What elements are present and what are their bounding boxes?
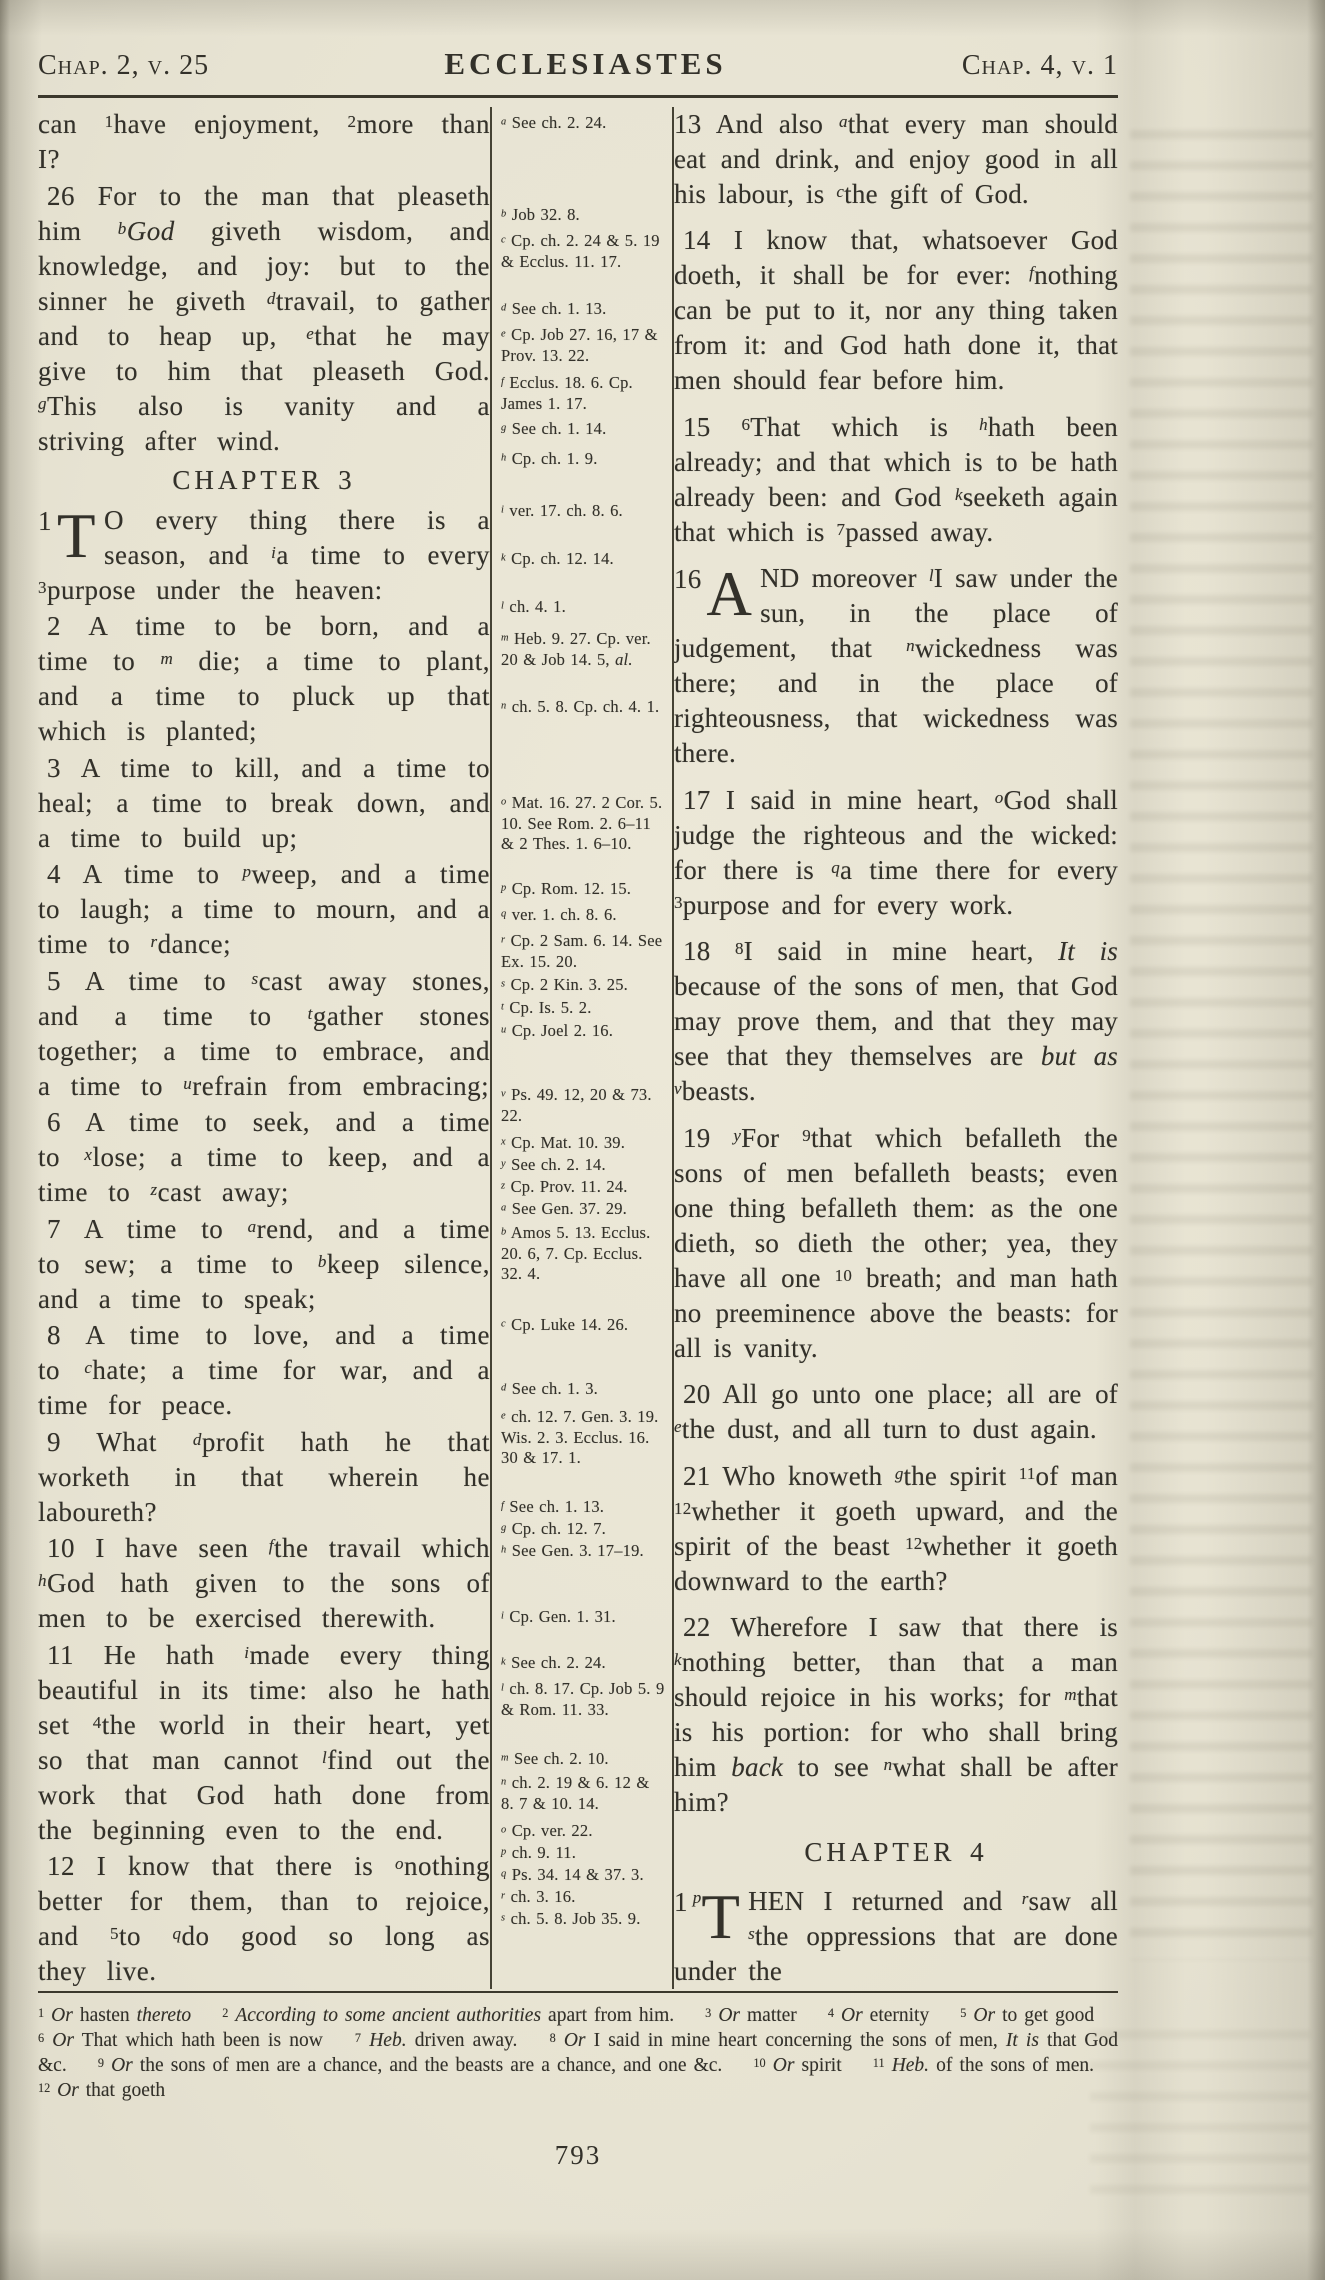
margin-note: $^d$ See ch. 1. 3. xyxy=(501,1379,598,1398)
verse-paragraph xyxy=(38,500,490,608)
margin-note: $^c$ Cp. ch. 2. 24 & 5. 19 & Ecclus. 11. 17. xyxy=(501,231,660,271)
verse-paragraph: 9 What $^d$profit hath he that worketh in that wherein he laboureth? xyxy=(38,1426,490,1527)
footnote: $^1$ Or hasten thereto xyxy=(38,2005,192,2026)
verse-paragraph: 11 He hath $^i$made every thing beautiful in its time: also he hath set $^4$the world in their heart, yet so that man cannot $^l$find out the work that God hath done from the beginning even to the end. xyxy=(38,1639,490,1845)
margin-note: $^m$ Heb. 9. 27. Cp. ver. 20 & Job 14. 5, al. xyxy=(501,629,651,669)
margin-note: $^c$ Cp. Luke 14. 26. xyxy=(501,1315,629,1334)
margin-note: $^a$ See ch. 2. 24. xyxy=(501,113,607,132)
verse-paragraph: 8 A time to love, and a time to $^c$hate; a time for war, and a time for peace. xyxy=(38,1320,490,1420)
verse-paragraph xyxy=(674,1881,1118,1989)
dropcap xyxy=(38,500,96,571)
verse-paragraph: 7 A time to $^a$rend, and a time to sew; a time to $^b$keep silence, and a time to speak; xyxy=(38,1213,490,1314)
margin-note: $^a$ See Gen. 37. 29. xyxy=(501,1199,627,1218)
margin-note: $^l$ ch. 4. 1. xyxy=(501,597,566,616)
margin-note: $^h$ See Gen. 3. 17–19. xyxy=(501,1541,644,1560)
margin-note: $^k$ Cp. ch. 12. 14. xyxy=(501,549,614,568)
margin-note: $^e$ ch. 12. 7. Gen. 3. 19. Wis. 2. 3. Ecclus. 16. 30 & 17. 1. xyxy=(501,1407,659,1467)
verse-paragraph: 13 And also $^a$that every man should eat and drink, and enjoy good in all his labour, is $^c$the gift of God. xyxy=(674,109,1118,209)
reference-letter: p xyxy=(692,1888,702,1908)
verse-paragraph: 10 I have seen $^f$the travail which $^h$God hath given to the sons of men to be exercised therewith. xyxy=(38,1533,490,1633)
dropcap xyxy=(674,559,753,630)
verse-number: 1 xyxy=(674,1886,688,1917)
verse-text: ND moreover $^l$I saw under the sun, in the place of judgement, that $^n$wickedness was there; and in the place of righteousness, that wickedness was there. xyxy=(674,563,1118,769)
verse-paragraph: 5 A time to $^s$cast away stones, and a time to $^t$gather stones together; a time to embrace, and a time to $^u$refrain from embracing; xyxy=(38,965,490,1101)
margin-note: $^q$ ver. 1. ch. 8. 6. xyxy=(501,905,617,924)
verse-number: 16 xyxy=(674,564,702,595)
margin-note: $^n$ ch. 5. 8. Cp. ch. 4. 1. xyxy=(501,697,660,716)
margin-note: $^l$ ch. 8. 17. Cp. Job 5. 9 & Rom. 11. 33. xyxy=(501,1679,665,1719)
dropcap-letter: T xyxy=(57,500,96,571)
running-head-left: Chap. 2, v. 25 xyxy=(38,50,210,81)
margin-note: $^k$ See ch. 2. 24. xyxy=(501,1653,606,1672)
verse-paragraph: 21 Who knoweth $^g$the spirit $^{11}$of man $^{12}$whether it goeth upward, and the spirit of the beast $^{12}$whether it goeth downward to the earth? xyxy=(674,1460,1118,1596)
margin-note: $^r$ Cp. 2 Sam. 6. 14. See Ex. 15. 20. xyxy=(501,931,663,971)
margin-note: $^b$ Job 32. 8. xyxy=(501,205,580,224)
margin-note: $^q$ Ps. 34. 14 & 37. 3. xyxy=(501,1865,644,1884)
footnote: $^{12}$ Or that goeth xyxy=(38,2080,166,2101)
footnote: $^7$ Heb. driven away. xyxy=(354,2030,518,2051)
margin-references-column xyxy=(490,107,674,1989)
margin-note: $^p$ ch. 9. 11. xyxy=(501,1843,577,1862)
verse-paragraph: 17 I said in mine heart, $^o$God shall judge the righteous and the wicked: for there is $^q$a time there for every $^3$purpose and for every work. xyxy=(674,784,1118,920)
verse-paragraph: 15 $^6$That which is $^h$hath been already; and that which is to be hath already been: and God $^k$seeketh again that which is $^7$passed away. xyxy=(674,411,1118,547)
margin-note: $^b$ Amos 5. 13. Ecclus. 20. 6, 7. Cp. Ecclus. 32. 4. xyxy=(501,1223,651,1283)
margin-note: $^r$ ch. 3. 16. xyxy=(501,1887,576,1906)
footnote-rule xyxy=(38,1991,1118,1993)
verse-paragraph: 4 A time to $^p$weep, and a time to laugh; a time to mourn, and a time to $^r$dance; xyxy=(38,859,490,959)
margin-note: $^d$ See ch. 1. 13. xyxy=(501,299,607,318)
margin-note: $^h$ Cp. ch. 1. 9. xyxy=(501,449,598,468)
verse-paragraph: 12 I know that there is $^o$nothing better for them, than to rejoice, and $^5$to $^q$do good so long as they live. xyxy=(38,1851,490,1986)
dropcap-letter: T xyxy=(701,1881,741,1952)
footnote: $^2$ According to some ancient authorities apart from him. xyxy=(222,2005,675,2026)
margin-note: $^f$ Ecclus. 18. 6. Cp. James 1. 17. xyxy=(501,373,633,413)
margin-note: $^o$ Cp. ver. 22. xyxy=(501,1821,593,1840)
running-head-right: Chap. 4, v. 1 xyxy=(961,50,1118,81)
page-header xyxy=(38,46,1118,82)
margin-note: $^z$ Cp. Prov. 11. 24. xyxy=(501,1177,628,1196)
footnote: $^{11}$ Heb. of the sons of men. xyxy=(872,2055,1095,2076)
margin-note: $^i$ Cp. Gen. 1. 31. xyxy=(501,1607,616,1626)
verse-paragraph: 20 All go unto one place; all are of $^e$the dust, and all turn to dust again. xyxy=(674,1379,1118,1445)
bleedthrough-texture xyxy=(1090,2030,1310,2210)
margin-note: $^y$ See ch. 2. 14. xyxy=(501,1155,606,1174)
verse-text: O every thing there is a season, and $^i$a time to every $^3$purpose under the heaven: xyxy=(38,504,490,605)
footnote: $^{10}$ Or spirit xyxy=(753,2055,842,2076)
chapter-heading: CHAPTER 3 xyxy=(172,465,356,495)
verse-paragraph: 19 $^y$For $^9$that which befalleth the sons of men befalleth beasts; even one thing befalleth them: as the one dieth, so dieth the other; yea, they have all one $^{10}$ breath; and man hath no preeminence above the beasts: for all is vanity. xyxy=(674,1122,1118,1363)
verse-paragraph: 6 A time to seek, and a time to $^x$lose; a time to keep, and a time to $^z$cast away; xyxy=(38,1107,490,1207)
verse-paragraph: 14 I know that, whatsoever God doeth, it shall be for ever: $^f$nothing can be put to it, nor any thing taken from it: and God hath done it, that men should fear before him. xyxy=(674,225,1118,396)
chapter-heading: CHAPTER 4 xyxy=(804,1836,988,1867)
footnote: $^4$ Or eternity xyxy=(827,2005,930,2026)
footnote: $^8$ Or I said in mine heart concerning the sons of men, It is that God &c. xyxy=(38,2030,1119,2076)
margin-note: $^s$ Cp. 2 Kin. 3. 25. xyxy=(501,975,628,994)
margin-note: $^f$ See ch. 1. 13. xyxy=(501,1497,605,1516)
margin-note: $^o$ Mat. 16. 27. 2 Cor. 5. 10. See Rom. 2. 6–11 & 2 Thes. 1. 6–10. xyxy=(501,793,663,853)
verse-text: HEN I returned and $^r$saw all $^s$the oppressions that are done under the xyxy=(674,1885,1118,1986)
verse-paragraph: 3 A time to kill, and a time to heal; a time to break down, and a time to build up; xyxy=(38,752,490,853)
margin-note: $^g$ Cp. ch. 12. 7. xyxy=(501,1519,606,1538)
verse-paragraph: 22 Wherefore I saw that there is $^k$nothing better, than that a man should rejoice in his works; for $^m$that is his portion: for who shall bring him back to see $^n$what shall be after him? xyxy=(674,1612,1118,1818)
verse-paragraph xyxy=(674,561,1118,771)
margin-note: $^s$ ch. 5. 8. Job 35. 9. xyxy=(501,1909,641,1928)
footnote: $^9$ Or the sons of men are a chance, and the beasts are a chance, and one &c. xyxy=(97,2055,723,2076)
left-text-column xyxy=(38,107,490,1989)
margin-note: $^i$ ver. 17. ch. 8. 6. xyxy=(501,501,623,520)
header-rule xyxy=(38,95,1118,98)
footnote: $^5$ Or to get good xyxy=(960,2005,1095,2026)
footnotes-block xyxy=(38,2003,1118,2103)
verse-paragraph: 18 $^8$I said in mine heart, It is because of the sons of men, that God may prove them, and that they may see that they themselves are but as $^v$beasts. xyxy=(674,936,1118,1107)
verse-number: 1 xyxy=(38,505,52,536)
text-columns xyxy=(38,107,1118,1989)
margin-note: $^x$ Cp. Mat. 10. 39. xyxy=(501,1133,626,1152)
bleedthrough-texture xyxy=(1130,130,1312,1960)
margin-note: $^v$ Ps. 49. 12, 20 & 73. 22. xyxy=(501,1085,652,1125)
margin-note: $^p$ Cp. Rom. 12. 15. xyxy=(501,879,632,898)
footnote: $^3$ Or matter xyxy=(705,2005,797,2026)
book-title: ECCLESIASTES xyxy=(444,46,727,81)
verse-paragraph: 26 For to the man that pleaseth him $^b$God giveth wisdom, and knowledge, and joy: but to the sinner he giveth $^d$travail, to gather and to heap up, $^e$that he may give to him that pleaseth God. $^g$This also is vanity and a striving after wind. xyxy=(38,180,490,456)
margin-note: $^g$ See ch. 1. 14. xyxy=(501,419,607,438)
right-text-column xyxy=(674,107,1118,1989)
dropcap xyxy=(674,1881,741,1952)
margin-note: $^e$ Cp. Job 27. 16, 17 & Prov. 13. 22. xyxy=(501,325,658,365)
margin-note: $^m$ See ch. 2. 10. xyxy=(501,1749,609,1768)
footnote: $^6$ Or That which hath been is now xyxy=(38,2030,323,2051)
margin-note: $^u$ Cp. Joel 2. 16. xyxy=(501,1021,614,1040)
margin-note: $^t$ Cp. Is. 5. 2. xyxy=(501,998,592,1017)
page-number: 793 xyxy=(554,2140,602,2170)
verse-paragraph: can $^1$have enjoyment, $^2$more than I? xyxy=(38,109,490,174)
margin-note: $^n$ ch. 2. 19 & 6. 12 & 8. 7 & 10. 14. xyxy=(501,1773,650,1813)
dropcap-letter: A xyxy=(706,559,753,630)
verse-paragraph: 2 A time to be born, and a time to $^m$ die; a time to plant, and a time to pluck up that which is planted; xyxy=(38,611,490,746)
